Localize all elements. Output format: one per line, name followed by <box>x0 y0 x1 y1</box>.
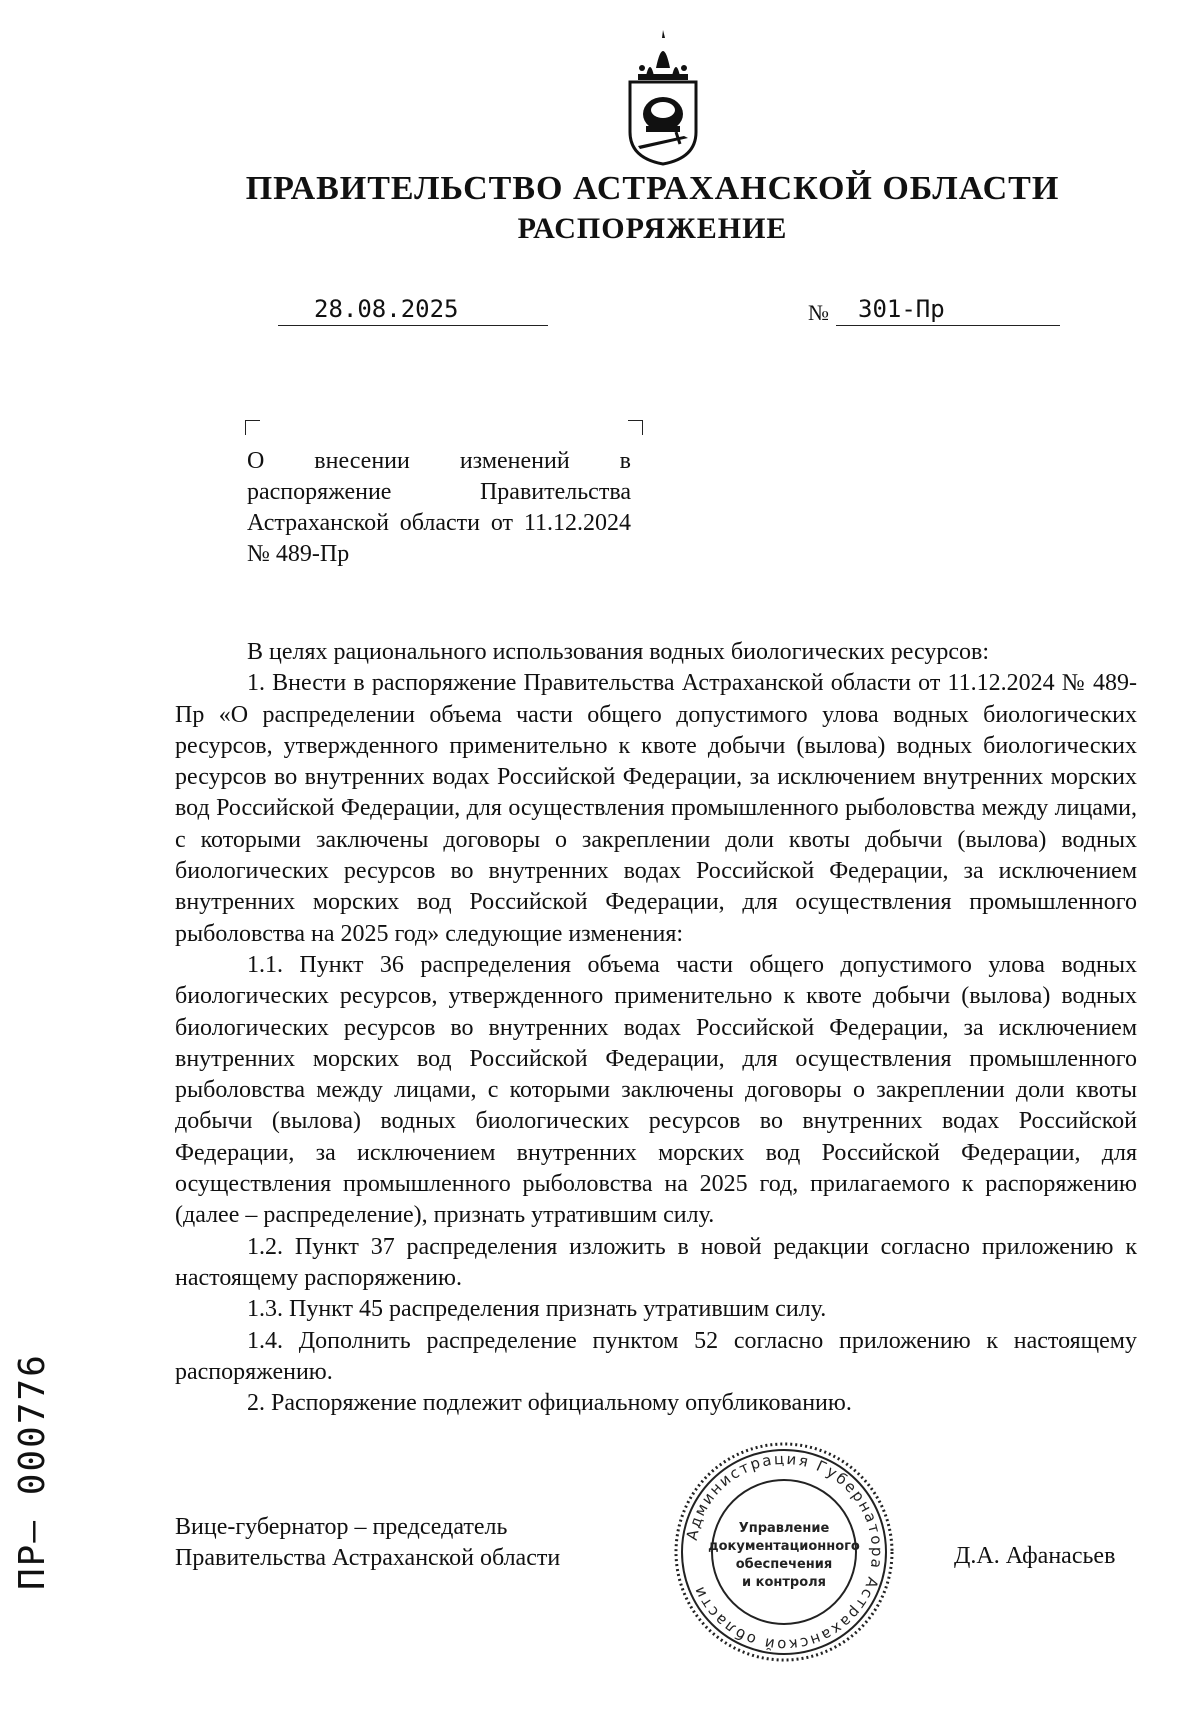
body-paragraph: 2. Распоряжение подлежит официальному опубликованию. <box>247 1390 852 1417</box>
subject-text: О внесении изменений в распоряжение Правительства Астраханской области от 11.12.2024 № 489-Пр <box>247 448 631 567</box>
official-stamp <box>672 1440 896 1664</box>
registration-number: ПР– 000776 <box>12 1353 53 1590</box>
signatory-title-line: Вице-губернатор – председатель <box>175 1514 508 1540</box>
stamp-ring-text: Администрация Губернатора Астраханской области <box>682 1449 887 1655</box>
stamp-center-line: Управление <box>738 1521 830 1536</box>
subject-corner-right <box>628 420 643 435</box>
document-body <box>175 637 1137 1419</box>
document-date: 28.08.2025 <box>278 294 548 326</box>
body-paragraph: В целях рационального использования водных биологических ресурсов: <box>247 639 990 665</box>
subject-corner-left <box>245 420 260 435</box>
body-paragraph: 1.2. Пункт 37 распределения изложить в новой редакции согласно приложению к настоящему распоряжению. <box>175 1233 1137 1291</box>
coat-of-arms-icon <box>618 28 708 168</box>
body-paragraph: 1.3. Пункт 45 распределения признать утратившим силу. <box>247 1296 827 1323</box>
signatory-title-line: Правительства Астраханской области <box>175 1545 561 1571</box>
number-label: № <box>808 300 829 325</box>
document-number: 301-Пр <box>836 294 1060 326</box>
signatory-title <box>175 1512 560 1574</box>
document-type: РАСПОРЯЖЕНИЕ <box>517 212 788 245</box>
stamp-center-line: документационного <box>708 1539 860 1554</box>
government-title: ПРАВИТЕЛЬСТВО АСТРАХАНСКОЙ ОБЛАСТИ <box>245 170 1060 207</box>
body-paragraph: 1.4. Дополнить распределение пунктом 52 согласно приложению к настоящему распоряжению. <box>175 1327 1137 1385</box>
document-subject <box>247 446 631 570</box>
body-paragraph: 1.1. Пункт 36 распределения объема части общего допустимого улова водных биологических ресурсов, утвержденного применительно к квоте добычи (вылова) водных биологических ресурсов во внутренних водах Российской Федерации, за исключением внутренних морских вод Российской Федерации, для осуществления промышленного рыболовства между лицами, с которыми заключены договоры о закреплении доли квоты добычи (вылова) водных биологических ресурсов во внутренних водах Российской Федерации, за исключением внутренних морских вод Российской Федерации, для осуществления промышленного рыболовства на 2025 год, прилагаемого к распоряжению (далее – распределение), признать утратившим силу. <box>175 951 1137 1229</box>
body-paragraph: 1. Внести в распоряжение Правительства Астраханской области от 11.12.2024 № 489-Пр «О распределении объема части общего допустимого улова водных биологических ресурсов, утвержденного применительно к квоте добычи (вылова) водных биологических ресурсов во внутренних водах Российской Федерации, за исключением внутренних морских вод Российской Федерации, для осуществления промышленного рыболовства между лицами, с которыми заключены договоры о закреплении доли квоты добычи (вылова) водных биологических ресурсов во внутренних водах Российской Федерации, за исключением внутренних морских вод Российской Федерации, для осуществления промышленного рыболовства на 2025 год» следующие изменения: <box>175 670 1137 947</box>
stamp-center-line: и контроля <box>741 1575 827 1590</box>
stamp-center-line: обеспечения <box>735 1557 833 1572</box>
signatory-name: Д.А. Афанасьев <box>954 1543 1116 1569</box>
